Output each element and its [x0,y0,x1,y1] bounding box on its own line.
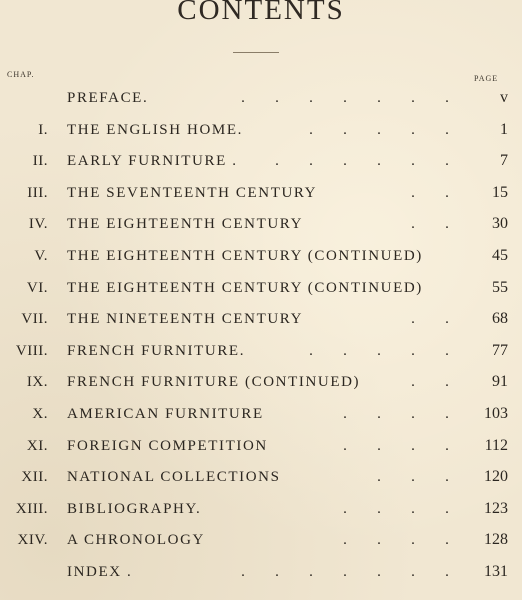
chapter-number: XIII. [15,500,48,517]
chapter-number: V. [34,248,48,264]
chapter-title: AMERICAN FURNITURE [67,406,264,422]
toc-row[interactable] [0,528,522,552]
chapter-number: XI. [26,437,48,454]
dot-leader: . . [411,374,449,391]
toc-row[interactable] [0,212,522,236]
page-number: 15 [492,183,508,201]
chapter-title: NATIONAL COLLECTIONS [67,469,281,486]
dot-leader: . . . . [343,406,449,422]
page-title: CONTENTS [177,0,345,26]
page-number: v [500,89,508,106]
toc-row[interactable] [0,307,522,331]
chapter-number: III. [27,184,48,201]
dot-leader: . . . [377,469,449,486]
chapter-title: INDEX . [67,564,133,580]
chapter-title: A CHRONOLOGY [67,532,205,549]
chapter-number: IX. [26,374,48,391]
dot-leader: . . . . [343,532,449,549]
dot-leader: . . . . . [309,342,449,359]
toc-row[interactable] [0,244,522,268]
dot-leader: . . . . [343,437,449,454]
toc-row[interactable] [0,560,522,584]
page-number: 1 [500,120,508,138]
dot-leader: . . [411,184,449,201]
chapter-title: PREFACE. [67,90,149,106]
page-number: 55 [492,278,508,296]
page-number: 123 [484,499,508,517]
toc-row[interactable] [0,118,522,142]
chapter-title: THE SEVENTEENTH CENTURY [67,184,318,201]
dot-leader: . . [411,216,449,233]
toc-row[interactable] [0,434,522,458]
dot-leader: . . . . . . [275,153,449,170]
page-column-header: PAGE [474,74,499,83]
toc-row[interactable] [0,497,522,521]
dot-leader: . . . . . . . [241,564,449,580]
chapter-title: THE EIGHTEENTH CENTURY (CONTINUED) [67,248,423,264]
title-divider [233,52,279,53]
dot-leader: . . . . . . . [241,90,449,106]
page-number: 103 [484,405,508,422]
chapter-title: FRENCH FURNITURE. [67,342,246,359]
dot-leader: . . . . [343,500,449,517]
toc-row[interactable] [0,86,522,110]
chapter-number: VI. [26,279,48,296]
chapter-title: THE ENGLISH HOME. [67,121,243,138]
page-number: 120 [484,468,508,486]
toc-row[interactable] [0,276,522,300]
chapter-number: II. [32,153,48,170]
chap-column-header: CHAP. [7,70,35,79]
chapter-title: BIBLIOGRAPHY. [67,500,202,517]
toc-row[interactable] [0,149,522,173]
page-number: 91 [492,373,508,391]
chapter-title: FRENCH FURNITURE (CONTINUED) [67,374,361,391]
chapter-number: XII. [21,469,48,486]
chapter-title: THE EIGHTEENTH CENTURY [67,216,304,233]
toc-row[interactable] [0,339,522,363]
chapter-title: THE EIGHTEENTH CENTURY (CONTINUED) [67,279,423,296]
chapter-number: IV. [28,216,48,233]
page-number: 112 [484,436,508,454]
chapter-number: VII. [21,311,48,328]
chapter-number: X. [32,406,48,422]
page-number: 128 [484,531,508,549]
toc-row[interactable] [0,370,522,394]
dot-leader: . . [411,311,449,328]
page-number: 30 [492,215,508,233]
page-number: 131 [484,563,508,580]
dot-leader: . . . . . [309,121,449,138]
page-number: 45 [492,247,508,264]
chapter-title: EARLY FURNITURE . [67,153,238,170]
chapter-title: THE NINETEENTH CENTURY [67,311,304,328]
page-number: 7 [500,152,508,170]
chapter-number: I. [38,121,48,138]
toc-row[interactable] [0,181,522,205]
chapter-number: VIII. [15,342,48,359]
page-number: 68 [492,310,508,328]
chapter-number: XIV. [17,532,48,549]
page-number: 77 [492,341,508,359]
toc-row[interactable] [0,465,522,489]
chapter-title: FOREIGN COMPETITION [67,437,268,454]
toc-row[interactable] [0,402,522,426]
